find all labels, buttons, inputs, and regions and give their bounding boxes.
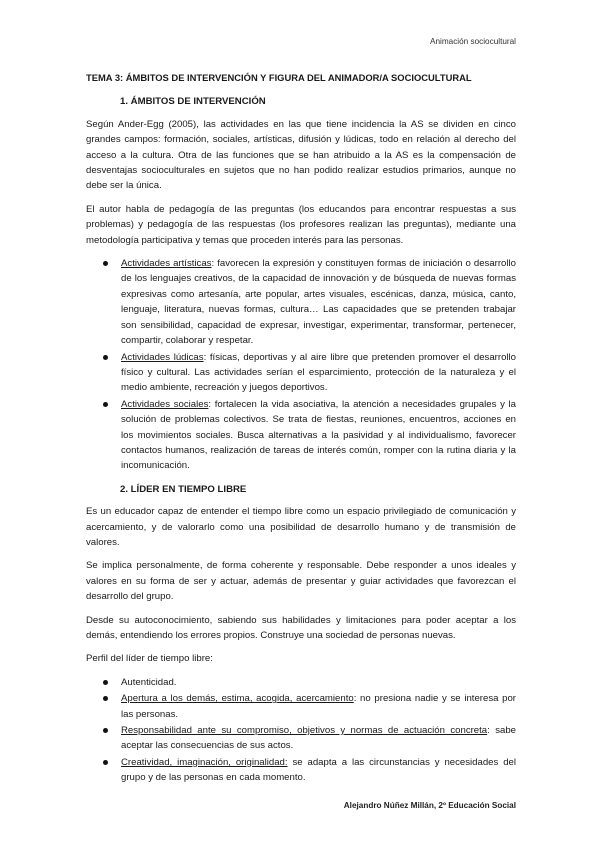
document-body bbox=[86, 70, 516, 794]
bullet-icon bbox=[103, 355, 108, 360]
list-item-term: Creatividad, imaginación, originalidad: bbox=[121, 756, 288, 768]
page-footer-author: Alejandro Núñez Millán, 2º Educación Social bbox=[343, 801, 516, 810]
paragraph: Según Ander-Egg (2005), las actividades en las que tiene incidencia la AS se dividen en cinco grandes campos: formación, sociales, artísticas, difusión y lúdicas, todo en relación al derecho del acceso a la cultura. Otra de las funciones que se han atribuido a la AS es la compensación de desventajas socioculturales en sujetos que no han podido realizar estudios primarios, aunque no debe ser la única. bbox=[86, 118, 516, 192]
list-item-term: Actividades artísticas bbox=[121, 258, 212, 270]
section-heading-lider: 2. LÍDER EN TIEMPO LIBRE bbox=[120, 483, 247, 495]
section-heading-ambitos: 1. ÁMBITOS DE INTERVENCIÓN bbox=[120, 96, 266, 108]
list-item bbox=[86, 723, 516, 754]
list-item bbox=[86, 675, 516, 690]
activities-list bbox=[86, 256, 516, 474]
list-item bbox=[86, 256, 516, 348]
leader-profile-list bbox=[86, 675, 516, 786]
list-item bbox=[86, 397, 516, 474]
list-item-text: : favorecen la expresión y constituyen formas de iniciación o desarrollo de los lenguajes creativos, de la capacidad de innovación y de búsqueda de nuevas formas expresivas como artesanía, arte popular, artes visuales, escénicas, danza, música, canto, lenguaje, literatura, nuevas formas, cultura… Las capacidades que se pretenden trabajar son sensibilidad, capacidad de expresar, investigar, experimentar, transformar, pertenecer, compartir, colaborar y respetar. bbox=[121, 258, 516, 347]
list-item-text: : físicas, deportivas y al aire libre que pretenden promover el desarrollo físico y cultural. Las actividades serían el esparcimiento, protección de la naturaleza y el medio ambiente, recreación y juegos deportivos. bbox=[121, 351, 516, 394]
bullet-icon bbox=[103, 760, 108, 765]
list-item bbox=[86, 755, 516, 786]
bullet-icon bbox=[103, 261, 108, 266]
paragraph: Desde su autoconocimiento, sabiendo sus habilidades y limitaciones para poder aceptar a los demás, entendiendo los errores propios. Construye una sociedad de personas nuevas. bbox=[86, 614, 516, 641]
list-item-text: Autenticidad. bbox=[121, 676, 177, 688]
list-item-text: : no presiona nadie y se interesa por las personas. bbox=[121, 693, 516, 720]
list-item-text: : fortalecen la vida asociativa, la atención a necesidades grupales y la solución de problemas colectivos. Se trata de fiestas, reuniones, encuentros, acciones en los movimientos sociales. Busca alternativas a la pasividad y al individualismo, favorecer contactos humanos, realización de tareas de interés común, romper con la rutina diaria y la incomunicación. bbox=[121, 398, 516, 472]
paragraph: Perfil del líder de tiempo libre: bbox=[86, 653, 213, 665]
list-item-term: Apertura a los demás, estima, acogida, acercamiento bbox=[121, 693, 354, 705]
list-item-term: Responsabilidad ante su compromiso, objetivos y normas de actuación concreta bbox=[121, 725, 488, 737]
list-item bbox=[86, 691, 516, 722]
list-item-text: se adapta a las circunstancias y necesidades del grupo y de las personas en cada momento. bbox=[121, 756, 517, 784]
bullet-icon bbox=[103, 680, 108, 685]
bullet-icon bbox=[103, 402, 108, 407]
paragraph: El autor habla de pedagogía de las preguntas (los educandos para encontrar respuestas a sus problemas) y pedagogía de las respuestas (los profesores realizan las preguntas), mediante una metodología participativa y temas que proceden interés para las personas. bbox=[86, 203, 516, 246]
list-item-term: Actividades lúdicas bbox=[121, 351, 204, 363]
running-header: Animación sociocultural bbox=[429, 37, 516, 46]
bullet-icon bbox=[103, 696, 108, 701]
list-item bbox=[86, 350, 516, 396]
list-item-term: Actividades sociales bbox=[121, 398, 209, 410]
list-item-text: : sabe aceptar las consecuencias de sus actos. bbox=[121, 725, 516, 752]
paragraph: Se implica personalmente, de forma coherente y responsable. Debe responder a unos ideales y valores en su forma de ser y actuar, además de presentar y guiar actividades que favorezcan el desarrollo del grupo. bbox=[86, 560, 516, 603]
paragraph: Es un educador capaz de entender el tiempo libre como un espacio privilegiado de comunicación y acercamiento, y de valorarlo como una posibilidad de desarrollo humano y de transmisión de valores. bbox=[86, 506, 516, 548]
bullet-icon bbox=[103, 728, 108, 733]
document-title: TEMA 3: ÁMBITOS DE INTERVENCIÓN Y FIGURA DEL ANIMADOR/A SOCIOCULTURAL bbox=[86, 72, 472, 83]
